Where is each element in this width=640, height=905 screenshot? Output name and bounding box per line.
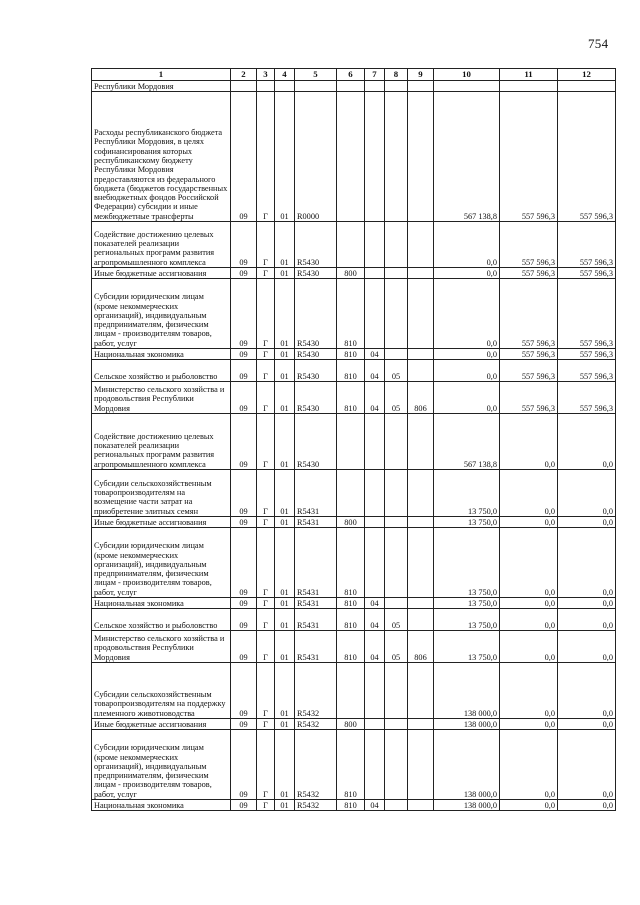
col-12-cell: 0,0	[558, 663, 616, 719]
col-3-cell: Г	[257, 349, 275, 360]
col-4-cell: 01	[275, 222, 295, 268]
col-4-cell: 01	[275, 92, 295, 222]
col-4-cell: 01	[275, 730, 295, 800]
col-6-cell: 810	[337, 631, 365, 663]
col-12-cell: 0,0	[558, 719, 616, 730]
col-12-cell: 557 596,3	[558, 268, 616, 279]
col-6-cell: 810	[337, 598, 365, 609]
table-row	[92, 360, 616, 382]
column-header-12: 12	[558, 69, 616, 81]
col-2-cell	[231, 81, 257, 92]
col-12-cell: 0,0	[558, 598, 616, 609]
col-9-cell	[408, 517, 434, 528]
col-8-cell	[385, 598, 408, 609]
col-10-cell: 138 000,0	[434, 800, 500, 811]
col-12-cell	[558, 81, 616, 92]
table-row	[92, 719, 616, 730]
col-11-cell: 0,0	[500, 631, 558, 663]
col-7-cell	[365, 730, 385, 800]
column-header-5: 5	[295, 69, 337, 81]
col-2-cell: 09	[231, 382, 257, 414]
col-4-cell: 01	[275, 382, 295, 414]
col-9-cell	[408, 800, 434, 811]
col-10-cell: 0,0	[434, 349, 500, 360]
col-8-cell	[385, 663, 408, 719]
col-2-cell: 09	[231, 609, 257, 631]
col-9-cell: 806	[408, 631, 434, 663]
col-3-cell: Г	[257, 92, 275, 222]
col-5-cell: R5430	[295, 414, 337, 470]
col-9-cell	[408, 360, 434, 382]
col-5-cell: R5431	[295, 517, 337, 528]
row-name-cell: Министерство сельского хозяйства и продовольствия Республики Мордовия	[92, 382, 231, 414]
col-8-cell	[385, 730, 408, 800]
col-10-cell: 13 750,0	[434, 528, 500, 598]
col-12-cell: 557 596,3	[558, 349, 616, 360]
col-10-cell: 138 000,0	[434, 719, 500, 730]
col-11-cell: 557 596,3	[500, 382, 558, 414]
col-5-cell: R5432	[295, 730, 337, 800]
col-10-cell: 567 138,8	[434, 92, 500, 222]
col-4-cell: 01	[275, 470, 295, 517]
col-5-cell: R5430	[295, 222, 337, 268]
col-11-cell	[500, 81, 558, 92]
row-name-cell: Иные бюджетные ассигнования	[92, 268, 231, 279]
col-6-cell: 800	[337, 268, 365, 279]
col-5-cell: R5432	[295, 663, 337, 719]
col-6-cell: 810	[337, 800, 365, 811]
col-7-cell: 04	[365, 800, 385, 811]
col-10-cell: 567 138,8	[434, 414, 500, 470]
col-7-cell: 04	[365, 609, 385, 631]
col-8-cell: 05	[385, 382, 408, 414]
table-row	[92, 517, 616, 528]
col-10-cell: 0,0	[434, 268, 500, 279]
row-name-cell: Субсидии юридическим лицам (кроме некоммерческих организаций), индивидуальным предпринимателям, физическим лицам - производителям товаров, работ, услуг	[92, 730, 231, 800]
col-10-cell: 13 750,0	[434, 631, 500, 663]
column-header-6: 6	[337, 69, 365, 81]
col-2-cell: 09	[231, 470, 257, 517]
col-8-cell	[385, 268, 408, 279]
col-6-cell	[337, 81, 365, 92]
col-2-cell: 09	[231, 360, 257, 382]
col-8-cell: 05	[385, 609, 408, 631]
col-9-cell	[408, 92, 434, 222]
col-7-cell	[365, 663, 385, 719]
col-12-cell: 557 596,3	[558, 279, 616, 349]
col-4-cell: 01	[275, 800, 295, 811]
row-name-cell: Расходы республиканского бюджета Республики Мордовия, в целях софинансирования которых республиканскому бюджету Республики Мордовия предоставляются из федерального бюджета (бюджетов государственных внебюджетных фондов Российской Федерации) субсидии и иные межбюджетные трансферты	[92, 92, 231, 222]
col-7-cell: 04	[365, 631, 385, 663]
table-header-row	[92, 69, 616, 81]
col-4-cell: 01	[275, 631, 295, 663]
col-5-cell: R0000	[295, 92, 337, 222]
col-3-cell: Г	[257, 663, 275, 719]
table-row	[92, 279, 616, 349]
col-4-cell: 01	[275, 609, 295, 631]
col-2-cell: 09	[231, 800, 257, 811]
col-7-cell	[365, 528, 385, 598]
col-5-cell: R5430	[295, 360, 337, 382]
table-row	[92, 800, 616, 811]
col-11-cell: 0,0	[500, 719, 558, 730]
row-name-cell: Содействие достижению целевых показателей реализации региональных программ развития агропромышленного комплекса	[92, 414, 231, 470]
col-3-cell: Г	[257, 598, 275, 609]
column-header-8: 8	[385, 69, 408, 81]
col-8-cell	[385, 719, 408, 730]
col-12-cell: 0,0	[558, 470, 616, 517]
col-7-cell	[365, 92, 385, 222]
table-row	[92, 268, 616, 279]
col-4-cell: 01	[275, 719, 295, 730]
table-row	[92, 382, 616, 414]
table-row	[92, 609, 616, 631]
col-3-cell: Г	[257, 631, 275, 663]
col-10-cell: 13 750,0	[434, 609, 500, 631]
col-8-cell: 05	[385, 631, 408, 663]
column-header-3: 3	[257, 69, 275, 81]
row-name-cell: Субсидии юридическим лицам (кроме некоммерческих организаций), индивидуальным предпринимателям, физическим лицам - производителям товаров, работ, услуг	[92, 279, 231, 349]
col-11-cell: 0,0	[500, 663, 558, 719]
table-row	[92, 663, 616, 719]
col-8-cell	[385, 279, 408, 349]
col-7-cell	[365, 414, 385, 470]
col-6-cell: 810	[337, 349, 365, 360]
col-12-cell: 557 596,3	[558, 222, 616, 268]
col-4-cell	[275, 81, 295, 92]
col-5-cell: R5432	[295, 800, 337, 811]
col-10-cell: 138 000,0	[434, 730, 500, 800]
row-name-cell: Республики Мордовия	[92, 81, 231, 92]
col-12-cell: 557 596,3	[558, 92, 616, 222]
col-6-cell: 810	[337, 528, 365, 598]
row-name-cell: Сельское хозяйство и рыболовство	[92, 609, 231, 631]
col-11-cell: 0,0	[500, 800, 558, 811]
row-name-cell: Сельское хозяйство и рыболовство	[92, 360, 231, 382]
col-3-cell: Г	[257, 414, 275, 470]
col-9-cell	[408, 730, 434, 800]
col-7-cell: 04	[365, 382, 385, 414]
col-3-cell: Г	[257, 222, 275, 268]
table-row	[92, 470, 616, 517]
column-header-11: 11	[500, 69, 558, 81]
row-name-cell: Содействие достижению целевых показателей реализации региональных программ развития агропромышленного комплекса	[92, 222, 231, 268]
table-row	[92, 598, 616, 609]
col-4-cell: 01	[275, 663, 295, 719]
col-5-cell: R5431	[295, 609, 337, 631]
col-3-cell: Г	[257, 517, 275, 528]
col-4-cell: 01	[275, 268, 295, 279]
col-8-cell	[385, 81, 408, 92]
col-2-cell: 09	[231, 517, 257, 528]
table-row	[92, 222, 616, 268]
table-row	[92, 528, 616, 598]
col-2-cell: 09	[231, 528, 257, 598]
col-7-cell	[365, 517, 385, 528]
col-12-cell: 0,0	[558, 528, 616, 598]
col-4-cell: 01	[275, 528, 295, 598]
col-8-cell	[385, 470, 408, 517]
column-header-2: 2	[231, 69, 257, 81]
col-4-cell: 01	[275, 360, 295, 382]
table-body	[92, 81, 616, 811]
col-3-cell: Г	[257, 800, 275, 811]
col-8-cell	[385, 414, 408, 470]
col-3-cell: Г	[257, 268, 275, 279]
col-3-cell	[257, 81, 275, 92]
col-4-cell: 01	[275, 414, 295, 470]
col-5-cell: R5431	[295, 598, 337, 609]
row-name-cell: Иные бюджетные ассигнования	[92, 719, 231, 730]
col-10-cell	[434, 81, 500, 92]
col-7-cell	[365, 470, 385, 517]
col-10-cell: 0,0	[434, 279, 500, 349]
table-row	[92, 730, 616, 800]
col-2-cell: 09	[231, 598, 257, 609]
col-12-cell: 0,0	[558, 414, 616, 470]
col-6-cell: 810	[337, 360, 365, 382]
col-12-cell: 557 596,3	[558, 360, 616, 382]
col-12-cell: 557 596,3	[558, 382, 616, 414]
col-12-cell: 0,0	[558, 800, 616, 811]
col-6-cell: 810	[337, 382, 365, 414]
column-header-4: 4	[275, 69, 295, 81]
row-name-cell: Субсидии сельскохозяйственным товаропроизводителям на возмещение части затрат на приобретение элитных семян	[92, 470, 231, 517]
col-9-cell	[408, 663, 434, 719]
col-11-cell: 557 596,3	[500, 349, 558, 360]
col-2-cell: 09	[231, 222, 257, 268]
budget-table	[91, 68, 616, 811]
col-2-cell: 09	[231, 730, 257, 800]
row-name-cell: Иные бюджетные ассигнования	[92, 517, 231, 528]
col-5-cell: R5431	[295, 470, 337, 517]
row-name-cell: Национальная экономика	[92, 800, 231, 811]
col-9-cell: 806	[408, 382, 434, 414]
col-8-cell	[385, 800, 408, 811]
col-9-cell	[408, 349, 434, 360]
page-number: 754	[588, 36, 609, 51]
col-10-cell: 13 750,0	[434, 517, 500, 528]
col-5-cell: R5430	[295, 382, 337, 414]
col-12-cell: 0,0	[558, 609, 616, 631]
col-2-cell: 09	[231, 279, 257, 349]
col-4-cell: 01	[275, 279, 295, 349]
col-10-cell: 0,0	[434, 382, 500, 414]
col-7-cell	[365, 81, 385, 92]
col-2-cell: 09	[231, 663, 257, 719]
col-11-cell: 557 596,3	[500, 279, 558, 349]
col-6-cell: 810	[337, 279, 365, 349]
col-6-cell: 800	[337, 517, 365, 528]
col-5-cell: R5432	[295, 719, 337, 730]
col-8-cell	[385, 222, 408, 268]
col-5-cell: R5431	[295, 528, 337, 598]
col-6-cell: 810	[337, 609, 365, 631]
row-name-cell: Национальная экономика	[92, 598, 231, 609]
col-8-cell: 05	[385, 360, 408, 382]
col-11-cell: 557 596,3	[500, 268, 558, 279]
table-row	[92, 81, 616, 92]
col-12-cell: 0,0	[558, 730, 616, 800]
col-11-cell: 0,0	[500, 609, 558, 631]
table-row	[92, 349, 616, 360]
col-10-cell: 0,0	[434, 222, 500, 268]
col-11-cell: 0,0	[500, 414, 558, 470]
col-5-cell: R5431	[295, 631, 337, 663]
column-header-9: 9	[408, 69, 434, 81]
col-9-cell	[408, 222, 434, 268]
col-7-cell	[365, 279, 385, 349]
col-10-cell: 138 000,0	[434, 663, 500, 719]
col-10-cell: 13 750,0	[434, 470, 500, 517]
col-4-cell: 01	[275, 598, 295, 609]
col-6-cell	[337, 414, 365, 470]
col-2-cell: 09	[231, 414, 257, 470]
col-11-cell: 0,0	[500, 517, 558, 528]
row-name-cell: Субсидии сельскохозяйственным товаропроизводителям на поддержку племенного животноводства	[92, 663, 231, 719]
col-3-cell: Г	[257, 360, 275, 382]
col-10-cell: 13 750,0	[434, 598, 500, 609]
col-7-cell: 04	[365, 598, 385, 609]
col-11-cell: 0,0	[500, 730, 558, 800]
col-2-cell: 09	[231, 92, 257, 222]
col-6-cell: 800	[337, 719, 365, 730]
col-5-cell: R5430	[295, 349, 337, 360]
col-11-cell: 557 596,3	[500, 222, 558, 268]
col-11-cell: 0,0	[500, 470, 558, 517]
col-9-cell	[408, 470, 434, 517]
column-header-1: 1	[92, 69, 231, 81]
col-9-cell	[408, 268, 434, 279]
col-3-cell: Г	[257, 609, 275, 631]
col-6-cell	[337, 470, 365, 517]
column-header-10: 10	[434, 69, 500, 81]
col-12-cell: 0,0	[558, 631, 616, 663]
col-3-cell: Г	[257, 470, 275, 517]
col-5-cell: R5430	[295, 268, 337, 279]
col-2-cell: 09	[231, 349, 257, 360]
col-4-cell: 01	[275, 517, 295, 528]
col-8-cell	[385, 92, 408, 222]
col-3-cell: Г	[257, 382, 275, 414]
column-header-7: 7	[365, 69, 385, 81]
col-3-cell: Г	[257, 719, 275, 730]
col-6-cell: 810	[337, 730, 365, 800]
col-8-cell	[385, 528, 408, 598]
col-2-cell: 09	[231, 268, 257, 279]
col-8-cell	[385, 349, 408, 360]
col-9-cell	[408, 609, 434, 631]
col-6-cell	[337, 663, 365, 719]
row-name-cell: Субсидии юридическим лицам (кроме некоммерческих организаций), индивидуальным предпринимателям, физическим лицам - производителям товаров, работ, услуг	[92, 528, 231, 598]
col-12-cell: 0,0	[558, 517, 616, 528]
col-7-cell	[365, 222, 385, 268]
col-9-cell	[408, 279, 434, 349]
col-7-cell	[365, 268, 385, 279]
table-row	[92, 631, 616, 663]
col-10-cell: 0,0	[434, 360, 500, 382]
col-5-cell: R5430	[295, 279, 337, 349]
col-11-cell: 0,0	[500, 598, 558, 609]
col-9-cell	[408, 719, 434, 730]
col-11-cell: 0,0	[500, 528, 558, 598]
col-6-cell	[337, 92, 365, 222]
table-row	[92, 92, 616, 222]
col-9-cell	[408, 598, 434, 609]
col-11-cell: 557 596,3	[500, 92, 558, 222]
col-4-cell: 01	[275, 349, 295, 360]
table-row	[92, 414, 616, 470]
row-name-cell: Министерство сельского хозяйства и продовольствия Республики Мордовия	[92, 631, 231, 663]
col-11-cell: 557 596,3	[500, 360, 558, 382]
col-9-cell	[408, 81, 434, 92]
col-3-cell: Г	[257, 730, 275, 800]
col-7-cell	[365, 719, 385, 730]
col-8-cell	[385, 517, 408, 528]
col-9-cell	[408, 414, 434, 470]
col-7-cell: 04	[365, 349, 385, 360]
col-5-cell	[295, 81, 337, 92]
col-6-cell	[337, 222, 365, 268]
col-9-cell	[408, 528, 434, 598]
col-2-cell: 09	[231, 631, 257, 663]
row-name-cell: Национальная экономика	[92, 349, 231, 360]
col-2-cell: 09	[231, 719, 257, 730]
col-3-cell: Г	[257, 528, 275, 598]
col-3-cell: Г	[257, 279, 275, 349]
col-7-cell: 04	[365, 360, 385, 382]
